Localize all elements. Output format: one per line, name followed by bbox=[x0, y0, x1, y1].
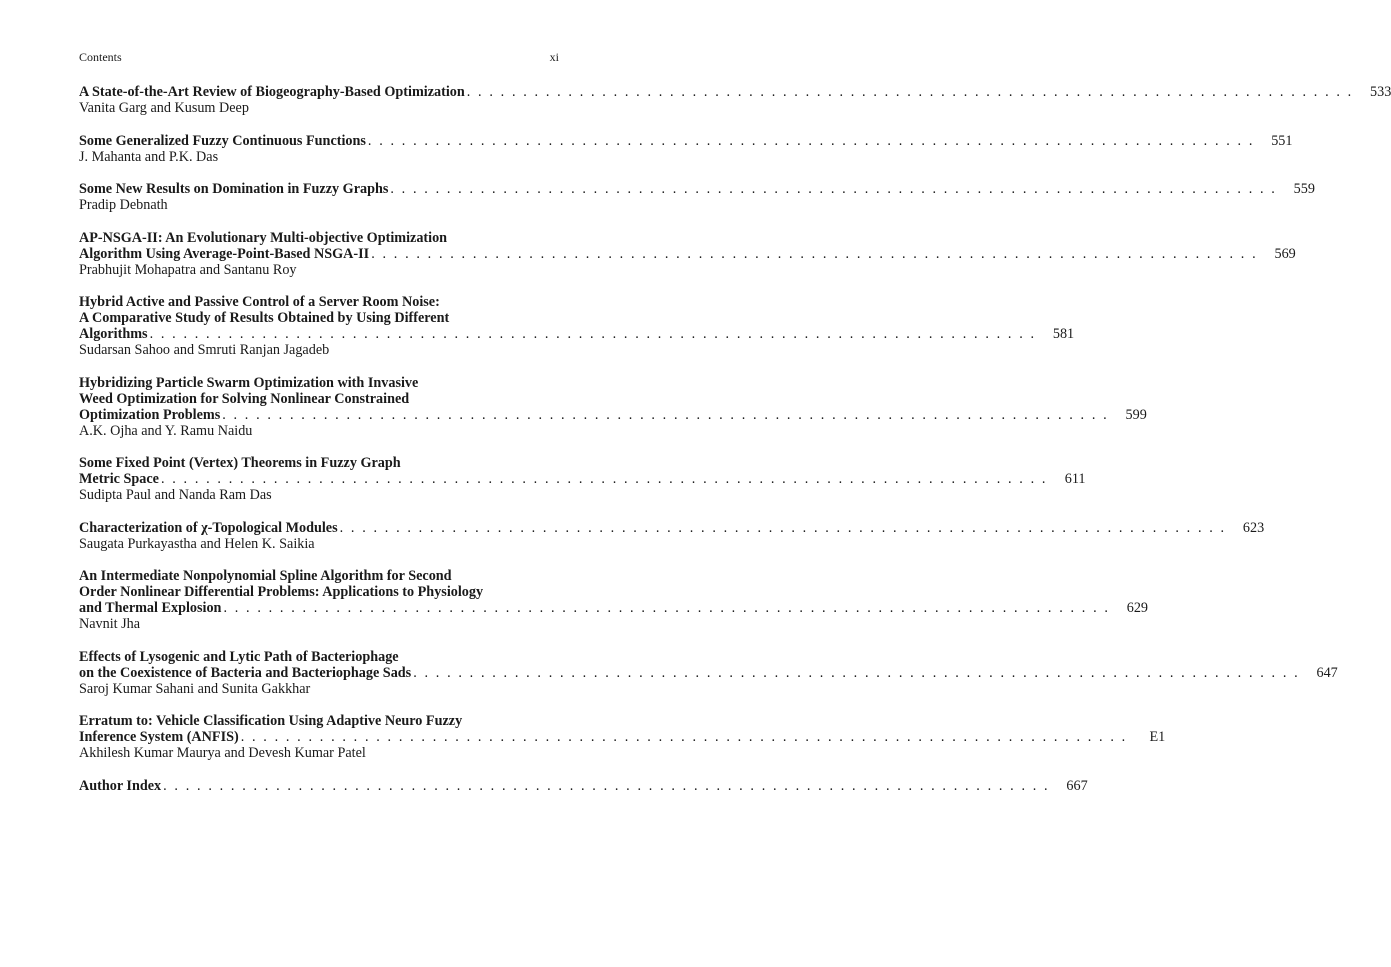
toc-entry-title: Author Index bbox=[79, 777, 162, 794]
toc-entry-title: Order Nonlinear Differential Problems: Applications to Physiology bbox=[79, 584, 484, 600]
toc-entry-title: Inference System (ANFIS) bbox=[79, 729, 239, 745]
toc-entry-title-line bbox=[79, 310, 560, 326]
toc-entry-title-line bbox=[79, 326, 1075, 342]
dot-leader: . . . . . . . . . . . . . . . . . . . . . . . . . . . . . . . . . . . . . . . . . . . . . . . . . . . . . . . . . . . . . . . . . . . . . . . . . . . . . . . bbox=[160, 471, 1048, 487]
dot-leader: . . . . . . . . . . . . . . . . . . . . . . . . . . . . . . . . . . . . . . . . . . . . . . . . . . . . . . . . . . . . . . . . . . . . . . . . . . . . . . . bbox=[149, 326, 1037, 342]
dot-leader: . . . . . . . . . . . . . . . . . . . . . . . . . . . . . . . . . . . . . . . . . . . . . . . . . . . . . . . . . . . . . . . . . . . . . . . . . . . . . . . bbox=[367, 132, 1255, 149]
toc-entry-authors: Saroj Kumar Sahani and Sunita Gakkhar bbox=[79, 680, 311, 697]
toc-entry-title-line bbox=[79, 664, 1338, 681]
toc-entry-title-line bbox=[79, 375, 560, 391]
toc-entry-page-number: 599 bbox=[1125, 406, 1147, 423]
toc-entry-title: Some Generalized Fuzzy Continuous Functions bbox=[79, 132, 366, 149]
dot-leader: . . . . . . . . . . . . . . . . . . . . . . . . . . . . . . . . . . . . . . . . . . . . . . . . . . . . . . . . . . . . . . . . . . . . . . . . . . . . . . . bbox=[466, 84, 1354, 100]
toc-entry-authors: Akhilesh Kumar Maurya and Devesh Kumar Patel bbox=[79, 745, 366, 761]
toc-entry-title: Algorithms bbox=[79, 326, 148, 342]
toc-entry-title: Weed Optimization for Solving Nonlinear Constrained bbox=[79, 390, 410, 407]
toc-entry-page-number: 551 bbox=[1271, 132, 1293, 149]
dot-leader: . . . . . . . . . . . . . . . . . . . . . . . . . . . . . . . . . . . . . . . . . . . . . . . . . . . . . . . . . . . . . . . . . . . . . . . . . . . . . . . bbox=[240, 729, 1128, 745]
toc-entry[interactable] bbox=[79, 777, 1088, 794]
toc-entry-title: An Intermediate Nonpolynomial Spline Algorithm for Second bbox=[79, 568, 452, 584]
toc-entry-title-line bbox=[79, 84, 1391, 100]
toc-entry-authors: A.K. Ojha and Y. Ramu Naidu bbox=[79, 422, 253, 439]
toc-entry-page-number: 629 bbox=[1126, 600, 1149, 616]
toc-entry[interactable] bbox=[79, 294, 1075, 358]
toc-entry-title: AP-NSGA-II: An Evolutionary Multi-objective Optimization bbox=[79, 229, 448, 246]
toc-entry-title-line bbox=[79, 649, 560, 665]
toc-entry-page-number: 647 bbox=[1316, 664, 1338, 681]
toc-entry-title-line bbox=[79, 455, 560, 471]
toc-entry-authors: J. Mahanta and P.K. Das bbox=[79, 148, 219, 165]
toc-entry-title: and Thermal Explosion bbox=[79, 600, 222, 616]
toc-entry[interactable] bbox=[79, 374, 1147, 439]
toc-entry-title: Algorithm Using Average-Point-Based NSGA-II bbox=[79, 245, 370, 262]
toc-entry-title: on the Coexistence of Bacteria and Bacteriophage Sads bbox=[79, 664, 412, 681]
toc-entry-title-line bbox=[79, 568, 560, 584]
toc-entry-title: Characterization of χ-Topological Modules bbox=[79, 519, 338, 536]
running-header-title: Contents bbox=[79, 50, 122, 64]
dot-leader: . . . . . . . . . . . . . . . . . . . . . . . . . . . . . . . . . . . . . . . . . . . . . . . . . . . . . . . . . . . . . . . . . . . . . . . . . . . . . . . bbox=[371, 245, 1258, 262]
toc-entry-page-number: 559 bbox=[1293, 181, 1315, 197]
dot-leader: . . . . . . . . . . . . . . . . . . . . . . . . . . . . . . . . . . . . . . . . . . . . . . . . . . . . . . . . . . . . . . . . . . . . . . . . . . . . . . . bbox=[222, 406, 1109, 423]
toc-entry-page-number: 581 bbox=[1052, 326, 1075, 342]
toc-entry-page-number: 569 bbox=[1274, 245, 1296, 262]
toc-entry[interactable] bbox=[79, 229, 1296, 278]
toc-entry[interactable] bbox=[79, 132, 1293, 165]
toc-entry-title-line bbox=[79, 406, 1147, 423]
toc-entry-authors: Prabhujit Mohapatra and Santanu Roy bbox=[79, 261, 297, 278]
toc-entry-title-line bbox=[79, 729, 1166, 745]
toc-entry-title: Effects of Lysogenic and Lytic Path of Bacteriophage bbox=[79, 648, 399, 665]
dot-leader: . . . . . . . . . . . . . . . . . . . . . . . . . . . . . . . . . . . . . . . . . . . . . . . . . . . . . . . . . . . . . . . . . . . . . . . . . . . . . . . bbox=[223, 600, 1111, 616]
toc-entry-title: Some Fixed Point (Vertex) Theorems in Fuzzy Graph bbox=[79, 455, 401, 471]
toc-entry-title-line bbox=[79, 294, 560, 310]
toc-entry-page-number: 623 bbox=[1242, 519, 1265, 536]
toc-entry-title: Erratum to: Vehicle Classification Using Adaptive Neuro Fuzzy bbox=[79, 713, 463, 729]
toc-entry-title-line bbox=[79, 391, 560, 407]
toc-entry-title: Hybridizing Particle Swarm Optimization with Invasive bbox=[79, 374, 419, 391]
toc-entry-title-line bbox=[79, 132, 1293, 149]
toc-entry-authors: Sudarsan Sahoo and Smruti Ranjan Jagadeb bbox=[79, 342, 330, 358]
toc-entry-title: A Comparative Study of Results Obtained by Using Different bbox=[79, 310, 450, 326]
toc-entry-authors: Sudipta Paul and Nanda Ram Das bbox=[79, 487, 272, 503]
toc-entry-page-number: 667 bbox=[1066, 777, 1088, 794]
toc-entry-title-line bbox=[79, 600, 1149, 616]
toc-entry-title: A State-of-the-Art Review of Biogeography-Based Optimization bbox=[79, 84, 465, 100]
toc-entry-authors: Pradip Debnath bbox=[79, 197, 168, 213]
dot-leader: . . . . . . . . . . . . . . . . . . . . . . . . . . . . . . . . . . . . . . . . . . . . . . . . . . . . . . . . . . . . . . . . . . . . . . . . . . . . . . . bbox=[339, 519, 1227, 536]
toc-entry-title: Metric Space bbox=[79, 471, 159, 487]
toc-entry[interactable] bbox=[79, 568, 1149, 632]
toc-entry-title: Optimization Problems bbox=[79, 406, 221, 423]
page-number: xi bbox=[549, 50, 559, 64]
running-header bbox=[79, 50, 559, 65]
toc-entry-title-line bbox=[79, 584, 560, 600]
toc-entry-title-line bbox=[79, 230, 560, 246]
dot-leader: . . . . . . . . . . . . . . . . . . . . . . . . . . . . . . . . . . . . . . . . . . . . . . . . . . . . . . . . . . . . . . . . . . . . . . . . . . . . . . . bbox=[390, 181, 1277, 197]
toc-entry[interactable] bbox=[79, 84, 1391, 116]
toc-entry[interactable] bbox=[79, 519, 1265, 552]
toc-entry[interactable] bbox=[79, 648, 1338, 697]
toc-entry[interactable] bbox=[79, 713, 1166, 761]
toc-entry-title-line bbox=[79, 713, 560, 729]
table-of-contents bbox=[79, 84, 1391, 810]
toc-entry[interactable] bbox=[79, 181, 1315, 213]
toc-entry-title-line bbox=[79, 471, 1086, 487]
toc-entry-title-line bbox=[79, 777, 1088, 794]
toc-entry-title: Hybrid Active and Passive Control of a Server Room Noise: bbox=[79, 294, 440, 310]
toc-entry-authors: Saugata Purkayastha and Helen K. Saikia bbox=[79, 535, 315, 552]
toc-entry[interactable] bbox=[79, 455, 1086, 503]
toc-entry-page-number: 611 bbox=[1064, 471, 1086, 487]
dot-leader: . . . . . . . . . . . . . . . . . . . . . . . . . . . . . . . . . . . . . . . . . . . . . . . . . . . . . . . . . . . . . . . . . . . . . . . . . . . . . . . bbox=[163, 777, 1050, 794]
toc-entry-authors: Vanita Garg and Kusum Deep bbox=[79, 100, 249, 116]
toc-entry-page-number: 533 bbox=[1370, 84, 1391, 100]
dot-leader: . . . . . . . . . . . . . . . . . . . . . . . . . . . . . . . . . . . . . . . . . . . . . . . . . . . . . . . . . . . . . . . . . . . . . . . . . . . . . . . bbox=[413, 664, 1300, 681]
toc-entry-title-line bbox=[79, 519, 1265, 536]
toc-entry-title-line bbox=[79, 245, 1296, 262]
toc-entry-title-line bbox=[79, 181, 1315, 197]
toc-entry-title: Some New Results on Domination in Fuzzy Graphs bbox=[79, 181, 389, 197]
toc-entry-authors: Navnit Jha bbox=[79, 616, 141, 632]
toc-entry-page-number: E1 bbox=[1149, 729, 1166, 745]
